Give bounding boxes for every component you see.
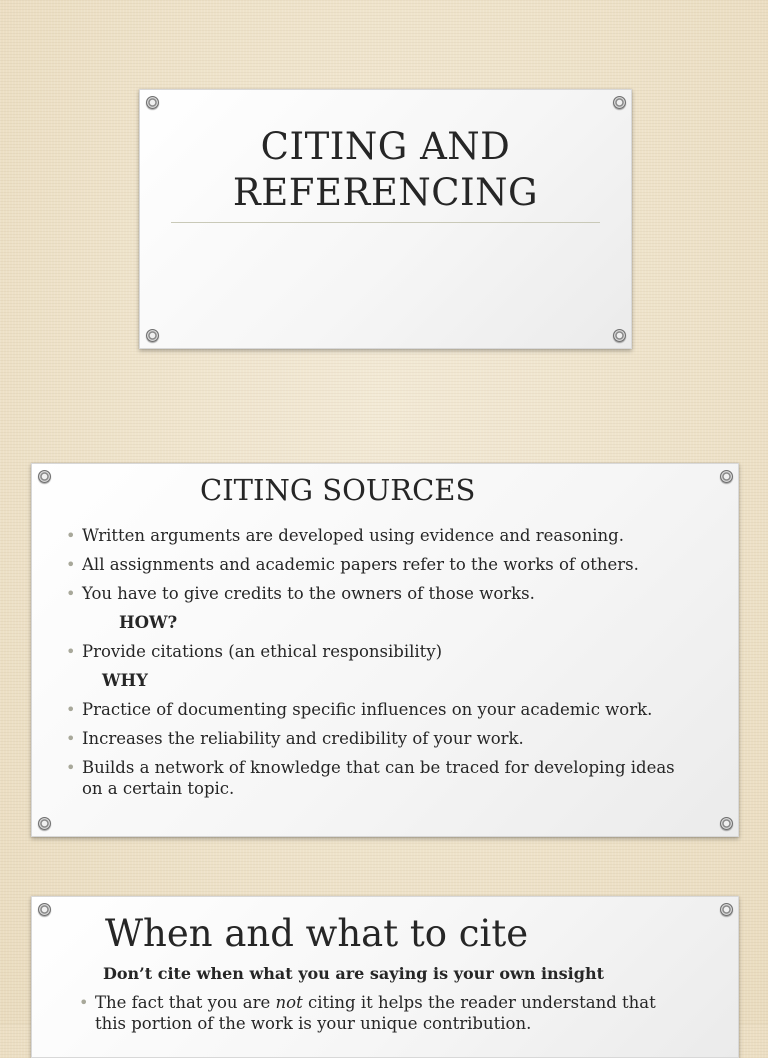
grommet-icon	[720, 817, 733, 830]
grommet-icon	[38, 817, 51, 830]
title-line-1: CITING AND	[260, 125, 511, 168]
list-item	[66, 728, 722, 749]
bullet-text: You have to give credits to the owners of those works.	[82, 584, 535, 603]
grommet-icon	[38, 903, 51, 916]
title-line-2: REFERENCING	[232, 171, 539, 214]
bullet-text: All assignments and academic papers refer to the works of others.	[82, 555, 639, 574]
why-heading: WHY	[102, 671, 148, 690]
bullet-list	[66, 525, 722, 807]
bullet-icon: •	[66, 642, 76, 661]
grommet-icon	[720, 903, 733, 916]
list-item	[66, 641, 722, 662]
how-heading: HOW?	[119, 613, 178, 632]
bullet-icon: •	[79, 993, 89, 1012]
when-to-cite-card	[31, 896, 739, 1058]
list-item	[66, 554, 722, 575]
slide-title: CITING SOURCES	[200, 473, 476, 507]
grommet-icon	[613, 329, 626, 342]
slide-1	[0, 0, 768, 432]
grommet-icon	[38, 470, 51, 483]
title-divider	[171, 222, 600, 223]
grommet-icon	[146, 96, 159, 109]
list-item	[66, 757, 682, 799]
bullet-icon: •	[66, 729, 76, 748]
title-card	[139, 89, 632, 349]
bullet-icon: •	[66, 700, 76, 719]
grommet-icon	[613, 96, 626, 109]
grommet-icon	[720, 470, 733, 483]
grommet-icon	[146, 329, 159, 342]
bullet-text-start: The fact that you are	[95, 993, 276, 1012]
bullet-list	[79, 992, 685, 1034]
bullet-icon: •	[66, 758, 76, 777]
citing-sources-card	[31, 463, 739, 837]
list-item	[66, 699, 722, 720]
bullet-text: Practice of documenting specific influences on your academic work.	[82, 700, 653, 719]
bullet-text: Written arguments are developed using evidence and reasoning.	[82, 526, 624, 545]
bullet-icon: •	[66, 584, 76, 603]
bullet-text: Builds a network of knowledge that can be traced for developing ideas on a certain topic.	[82, 758, 675, 798]
bullet-icon: •	[66, 526, 76, 545]
bullet-text: Provide citations (an ethical responsibility)	[82, 642, 443, 661]
bullet-emphasis: not	[275, 993, 303, 1012]
list-item	[66, 525, 722, 546]
slide-title	[140, 124, 631, 216]
bullet-text-end: citing it helps the reader understand that this portion of the work is your unique contribution.	[95, 993, 656, 1033]
slide-title: When and what to cite	[105, 912, 529, 955]
list-item	[79, 992, 685, 1034]
bullet-icon: •	[66, 555, 76, 574]
list-item	[66, 583, 722, 604]
bullet-text: Increases the reliability and credibility of your work.	[82, 729, 524, 748]
slide-subtitle: Don’t cite when what you are saying is your own insight	[103, 964, 604, 983]
